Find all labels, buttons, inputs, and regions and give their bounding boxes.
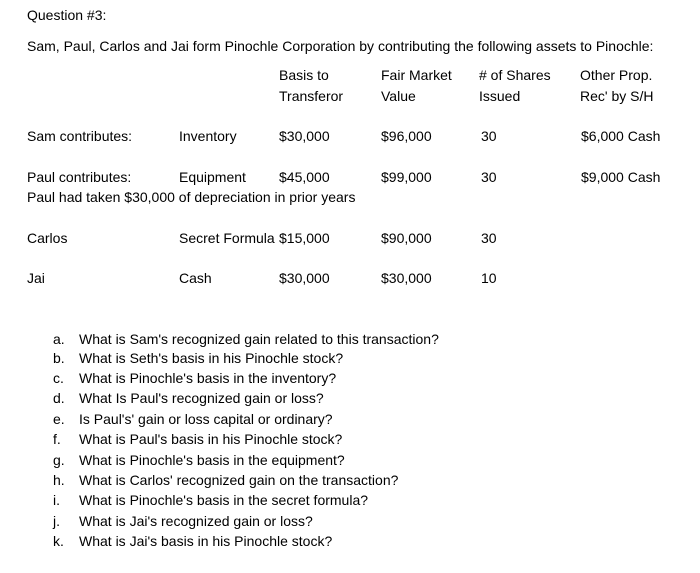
row-paul-basis: $45,000 — [279, 169, 330, 185]
question-letter: i. — [53, 492, 60, 508]
row-paul-other: $9,000 Cash — [581, 169, 661, 185]
intro-text: Sam, Paul, Carlos and Jai form Pinochle Corporation by contributing the following assets to Pinochle: — [27, 38, 654, 54]
question-text: What is Paul's basis in his Pinochle stock? — [79, 431, 343, 447]
row-sam-label: Sam contributes: — [27, 128, 133, 144]
row-jai-shares: 10 — [481, 270, 497, 286]
question-letter: g. — [53, 452, 65, 468]
row-sam-basis: $30,000 — [279, 128, 330, 144]
question-text: What is Jai's recognized gain or loss? — [79, 513, 313, 529]
question-title: Question #3: — [27, 7, 107, 23]
question-text: Is Paul's' gain or loss capital or ordinary? — [79, 411, 333, 427]
row-paul-note: Paul had taken $30,000 of depreciation in prior years — [27, 189, 356, 205]
row-sam-fmv: $96,000 — [381, 128, 432, 144]
row-jai-asset: Cash — [179, 270, 212, 286]
header-basis-line1: Basis to — [279, 67, 329, 83]
row-carlos-shares: 30 — [481, 230, 497, 246]
row-carlos-asset: Secret Formula — [179, 230, 275, 246]
question-letter: c. — [53, 370, 64, 386]
header-fmv-line2: Value — [381, 88, 416, 104]
header-other-line2: Rec' by S/H — [580, 88, 654, 104]
row-carlos-label: Carlos — [27, 230, 68, 246]
question-letter: a. — [53, 331, 65, 347]
row-carlos-basis: $15,000 — [279, 230, 330, 246]
question-letter: b. — [53, 350, 65, 366]
row-paul-shares: 30 — [481, 169, 497, 185]
row-sam-asset: Inventory — [179, 128, 237, 144]
question-letter: f. — [53, 431, 61, 447]
question-text: What Is Paul's recognized gain or loss? — [79, 390, 324, 406]
row-jai-label: Jai — [27, 270, 45, 286]
question-text: What is Pinochle's basis in the inventory? — [79, 370, 337, 386]
header-fmv-line1: Fair Market — [381, 67, 452, 83]
question-letter: j. — [53, 513, 60, 529]
question-letter: e. — [53, 411, 65, 427]
row-paul-label: Paul contributes: — [27, 169, 132, 185]
row-paul-fmv: $99,000 — [381, 169, 432, 185]
question-letter: d. — [53, 390, 65, 406]
header-other-line1: Other Prop. — [580, 67, 653, 83]
row-sam-other: $6,000 Cash — [581, 128, 661, 144]
question-text: What is Seth's basis in his Pinochle stock? — [79, 350, 344, 366]
row-carlos-fmv: $90,000 — [381, 230, 432, 246]
header-shares-line1: # of Shares — [479, 67, 551, 83]
question-letter: k. — [53, 533, 64, 549]
row-jai-basis: $30,000 — [279, 270, 330, 286]
row-jai-fmv: $30,000 — [381, 270, 432, 286]
question-letter: h. — [53, 472, 65, 488]
row-sam-shares: 30 — [481, 128, 497, 144]
question-text: What is Sam's recognized gain related to this transaction? — [79, 331, 439, 347]
question-text: What is Pinochle's basis in the equipment? — [79, 452, 345, 468]
question-text: What is Jai's basis in his Pinochle stock? — [79, 533, 333, 549]
header-shares-line2: Issued — [479, 88, 521, 104]
header-basis-line2: Transferor — [279, 88, 344, 104]
question-text: What is Pinochle's basis in the secret formula? — [79, 492, 369, 508]
question-text: What is Carlos' recognized gain on the transaction? — [79, 472, 399, 488]
row-paul-asset: Equipment — [179, 169, 246, 185]
